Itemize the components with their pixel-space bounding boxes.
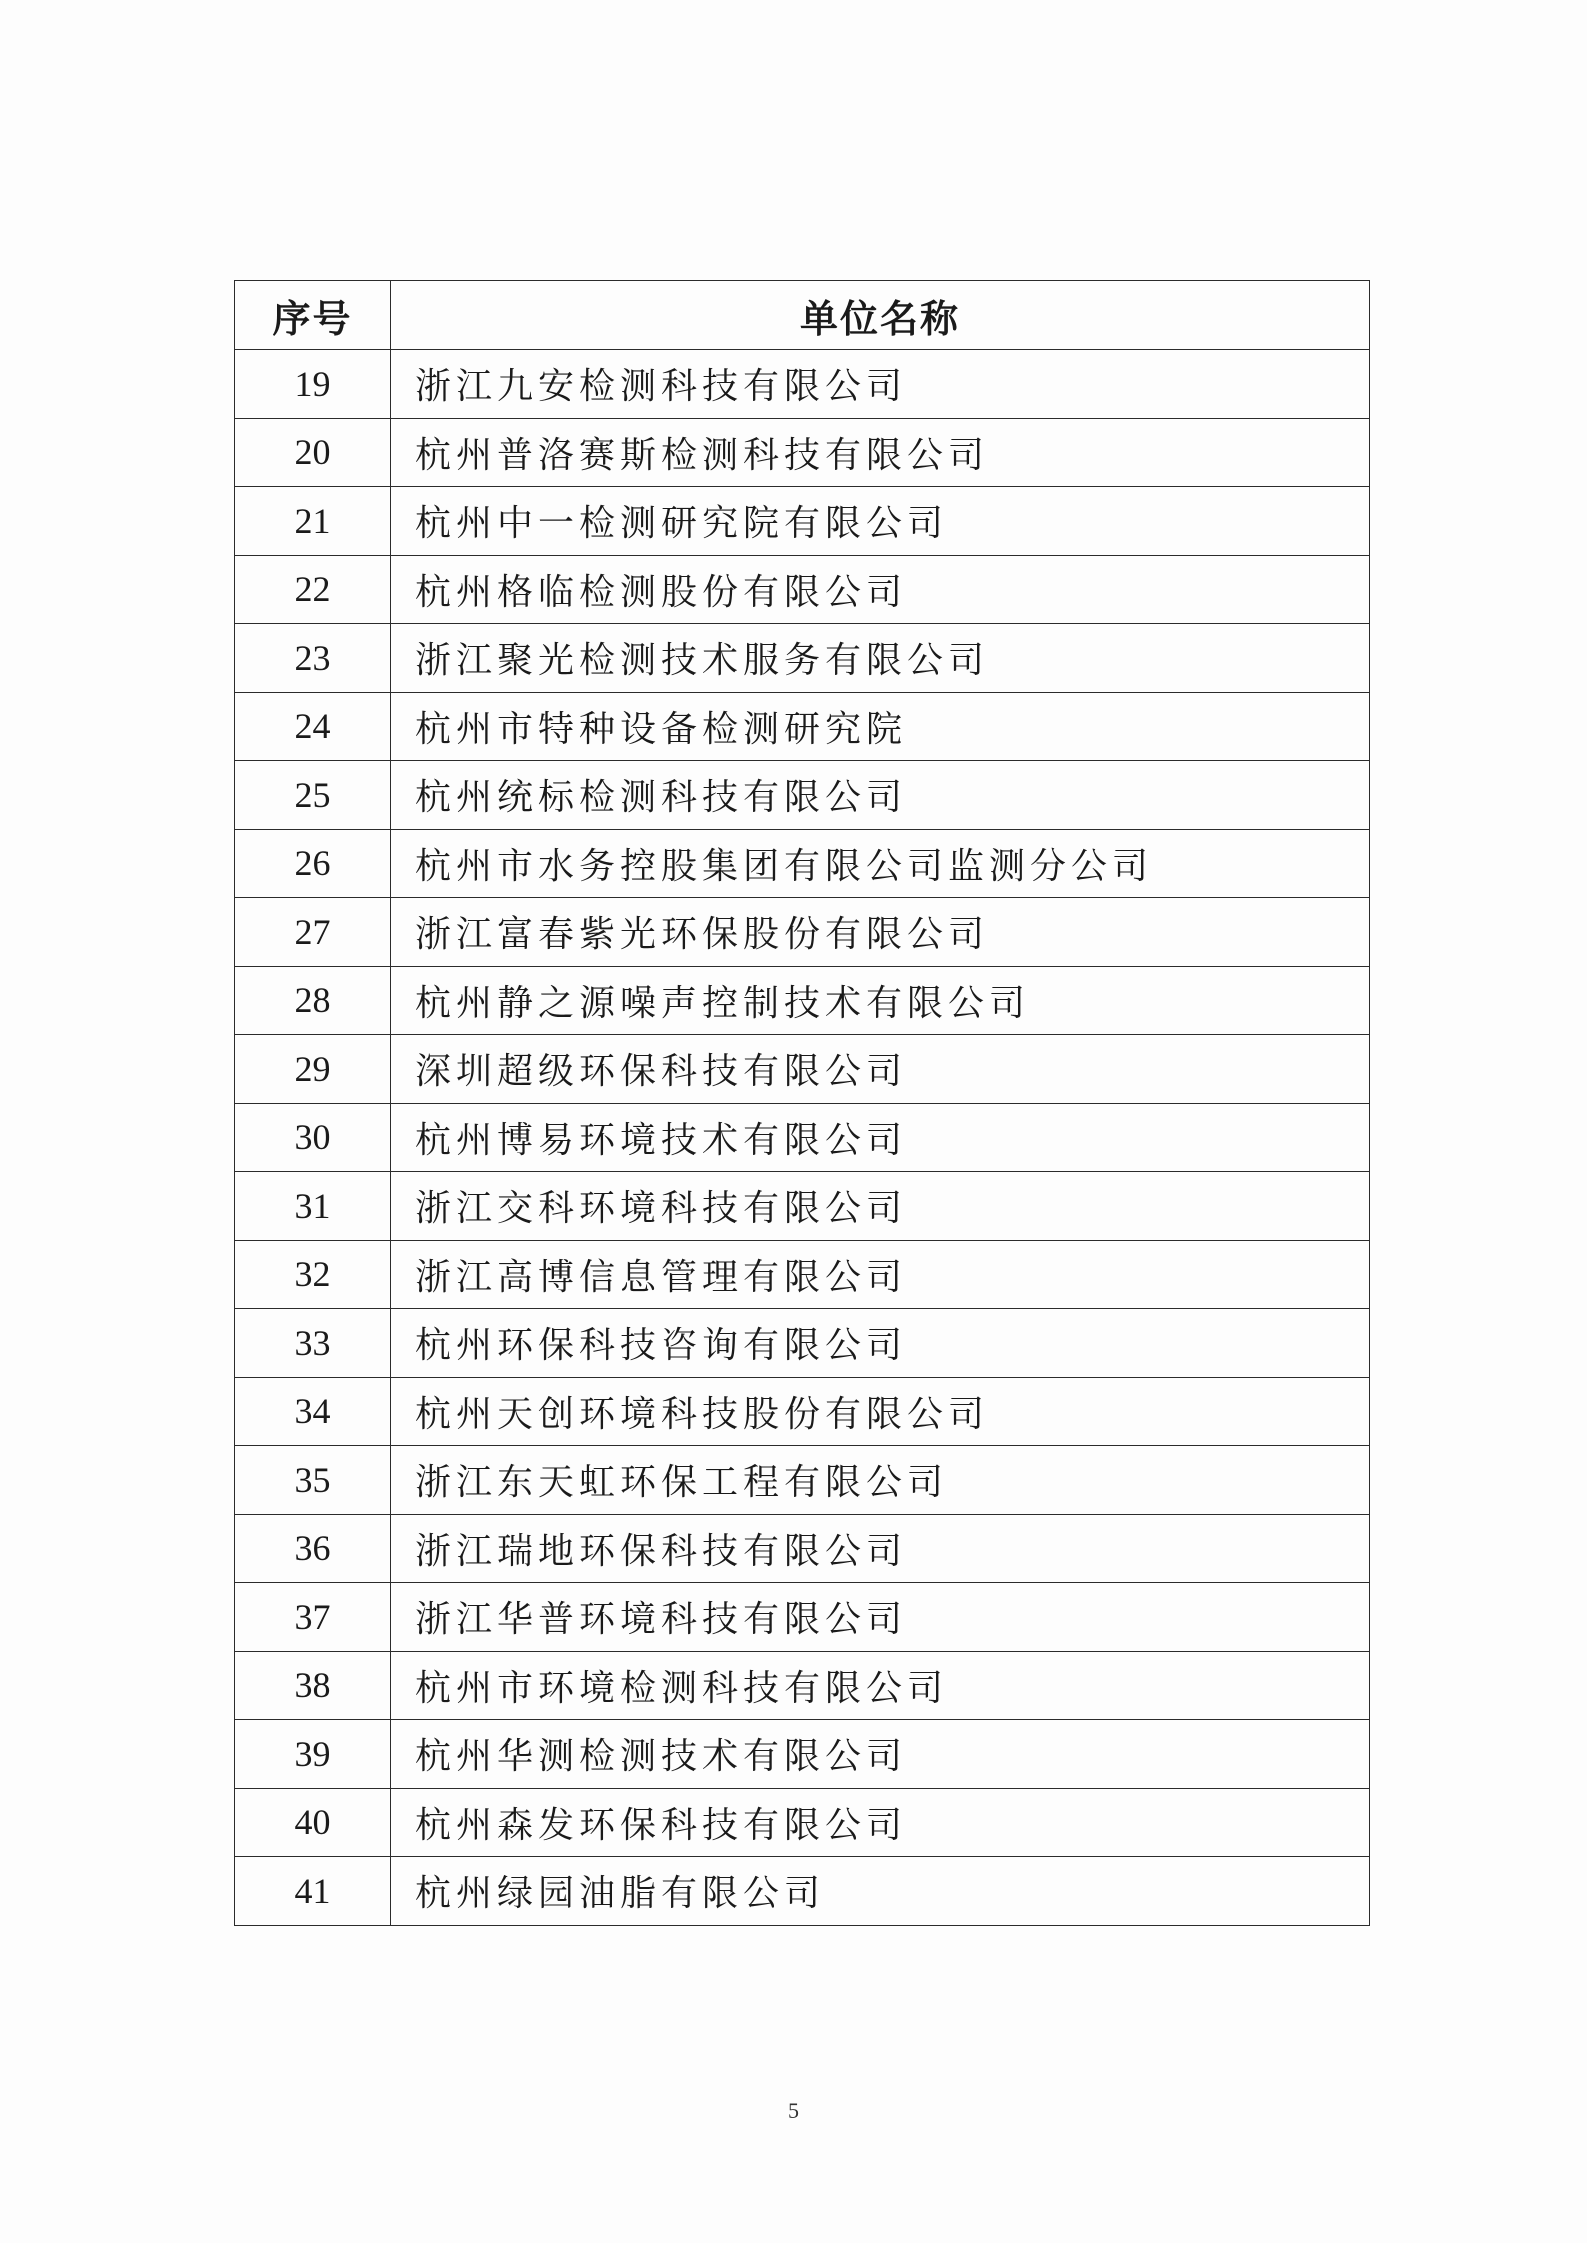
row-serial-number: 19 <box>235 350 391 419</box>
row-serial-number: 31 <box>235 1172 391 1241</box>
row-serial-number: 29 <box>235 1035 391 1104</box>
row-serial-number: 40 <box>235 1788 391 1857</box>
row-unit-name: 浙江东天虹环保工程有限公司 <box>391 1446 1370 1515</box>
row-serial-number: 27 <box>235 898 391 967</box>
table-row <box>235 487 1370 556</box>
row-unit-name: 浙江富春紫光环保股份有限公司 <box>391 898 1370 967</box>
row-serial-number: 32 <box>235 1240 391 1309</box>
row-unit-name: 杭州静之源噪声控制技术有限公司 <box>391 966 1370 1035</box>
table-row <box>235 1377 1370 1446</box>
table-row <box>235 1309 1370 1378</box>
row-serial-number: 39 <box>235 1720 391 1789</box>
row-unit-name: 浙江高博信息管理有限公司 <box>391 1240 1370 1309</box>
row-unit-name: 浙江聚光检测技术服务有限公司 <box>391 624 1370 693</box>
row-unit-name: 杭州普洛赛斯检测科技有限公司 <box>391 418 1370 487</box>
row-unit-name: 杭州格临检测股份有限公司 <box>391 555 1370 624</box>
table-row <box>235 1583 1370 1652</box>
table-header-row <box>235 281 1370 350</box>
unit-list-table <box>234 280 1370 1926</box>
row-serial-number: 28 <box>235 966 391 1035</box>
row-unit-name: 杭州森发环保科技有限公司 <box>391 1788 1370 1857</box>
page-number: 5 <box>788 2098 799 2123</box>
table-body <box>235 350 1370 1926</box>
row-serial-number: 35 <box>235 1446 391 1515</box>
row-serial-number: 36 <box>235 1514 391 1583</box>
row-unit-name: 杭州市水务控股集团有限公司监测分公司 <box>391 829 1370 898</box>
table-row <box>235 555 1370 624</box>
row-unit-name: 杭州博易环境技术有限公司 <box>391 1103 1370 1172</box>
table-row <box>235 1788 1370 1857</box>
row-unit-name: 浙江华普环境科技有限公司 <box>391 1583 1370 1652</box>
row-serial-number: 33 <box>235 1309 391 1378</box>
row-unit-name: 杭州市环境检测科技有限公司 <box>391 1651 1370 1720</box>
row-serial-number: 21 <box>235 487 391 556</box>
table-row <box>235 1240 1370 1309</box>
row-serial-number: 41 <box>235 1857 391 1926</box>
table-row <box>235 1446 1370 1515</box>
table-row <box>235 1103 1370 1172</box>
row-serial-number: 22 <box>235 555 391 624</box>
table-row <box>235 761 1370 830</box>
row-unit-name: 杭州华测检测技术有限公司 <box>391 1720 1370 1789</box>
row-serial-number: 26 <box>235 829 391 898</box>
header-serial-number: 序号 <box>235 281 391 350</box>
table-row <box>235 350 1370 419</box>
table-row <box>235 1857 1370 1926</box>
row-unit-name: 杭州中一检测研究院有限公司 <box>391 487 1370 556</box>
row-unit-name: 杭州环保科技咨询有限公司 <box>391 1309 1370 1378</box>
row-unit-name: 浙江交科环境科技有限公司 <box>391 1172 1370 1241</box>
header-unit-name: 单位名称 <box>391 281 1370 350</box>
table-row <box>235 692 1370 761</box>
table-row <box>235 1172 1370 1241</box>
table-row <box>235 1514 1370 1583</box>
table-row <box>235 1035 1370 1104</box>
row-unit-name: 杭州统标检测科技有限公司 <box>391 761 1370 830</box>
row-serial-number: 20 <box>235 418 391 487</box>
row-serial-number: 30 <box>235 1103 391 1172</box>
row-serial-number: 38 <box>235 1651 391 1720</box>
table-row <box>235 1720 1370 1789</box>
row-unit-name: 杭州市特种设备检测研究院 <box>391 692 1370 761</box>
table-row <box>235 829 1370 898</box>
row-serial-number: 25 <box>235 761 391 830</box>
table-row <box>235 624 1370 693</box>
table-row <box>235 418 1370 487</box>
table-row <box>235 966 1370 1035</box>
row-unit-name: 深圳超级环保科技有限公司 <box>391 1035 1370 1104</box>
row-unit-name: 浙江九安检测科技有限公司 <box>391 350 1370 419</box>
row-unit-name: 杭州天创环境科技股份有限公司 <box>391 1377 1370 1446</box>
row-serial-number: 23 <box>235 624 391 693</box>
row-unit-name: 杭州绿园油脂有限公司 <box>391 1857 1370 1926</box>
row-serial-number: 34 <box>235 1377 391 1446</box>
row-unit-name: 浙江瑞地环保科技有限公司 <box>391 1514 1370 1583</box>
table-row <box>235 898 1370 967</box>
row-serial-number: 37 <box>235 1583 391 1652</box>
row-serial-number: 24 <box>235 692 391 761</box>
table-row <box>235 1651 1370 1720</box>
